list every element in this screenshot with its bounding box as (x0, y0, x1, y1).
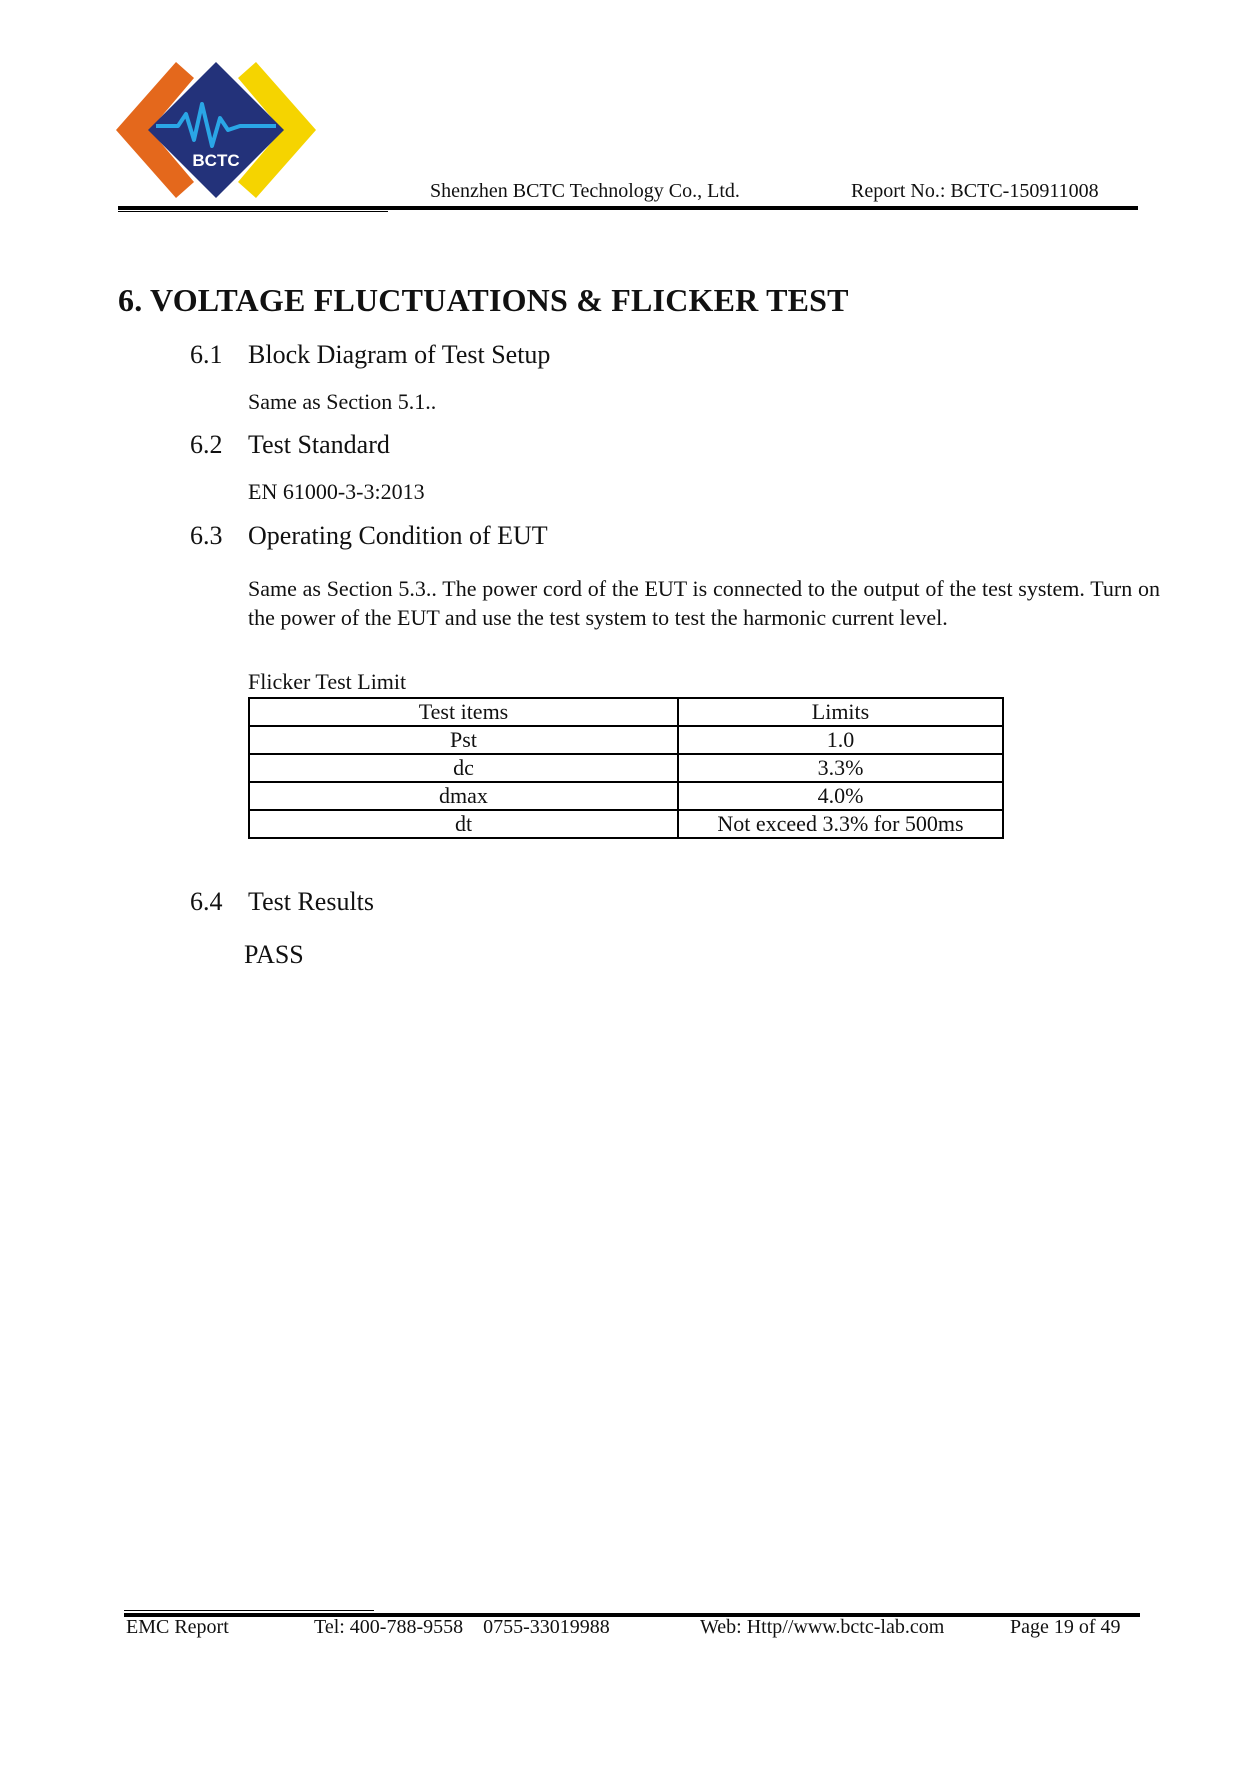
section-6-4-heading (190, 887, 374, 917)
header-company: Shenzhen BCTC Technology Co., Ltd. (430, 180, 740, 202)
section-number: 6.2 (190, 430, 223, 459)
limit-cell: 4.0% (678, 782, 1003, 810)
bctc-logo (116, 60, 316, 202)
column-header: Test items (249, 698, 678, 726)
footer-report-type: EMC Report (126, 1616, 229, 1638)
section-6-3-heading (190, 521, 548, 551)
flicker-limit-table (248, 697, 1004, 839)
test-item-cell: dt (249, 810, 678, 838)
footer-rule (124, 1613, 1140, 1617)
test-item-cell: Pst (249, 726, 678, 754)
section-title: Block Diagram of Test Setup (248, 340, 551, 369)
section-number: 6.1 (190, 340, 223, 369)
section-6-3-text: Same as Section 5.3.. The power cord of the EUT is connected to the output of the test system. Turn on the power of the EUT and use the test system to test the harmonic current level. (248, 576, 1160, 630)
limit-cell: 1.0 (678, 726, 1003, 754)
test-item-cell: dmax (249, 782, 678, 810)
footer-web: Web: Http//www.bctc-lab.com (700, 1616, 945, 1638)
table-row (249, 754, 1003, 782)
section-6-2-heading (190, 430, 390, 460)
footer-page-number: Page 19 of 49 (1010, 1616, 1121, 1638)
section-6-2-text: EN 61000-3-3:2013 (248, 479, 425, 504)
table-row (249, 810, 1003, 838)
section-6-1-text: Same as Section 5.1.. (248, 389, 437, 414)
section-title: Test Standard (248, 430, 390, 459)
test-item-cell: dc (249, 754, 678, 782)
test-result: PASS (244, 940, 304, 969)
section-title: Operating Condition of EUT (248, 521, 548, 550)
limit-cell: Not exceed 3.3% for 500ms (678, 810, 1003, 838)
header-rule (118, 206, 1138, 210)
table-caption: Flicker Test Limit (248, 669, 407, 694)
header-rule-thin (118, 211, 388, 212)
section-number: 6.4 (190, 887, 223, 916)
table-header-row (249, 698, 1003, 726)
logo-text: BCTC (192, 151, 240, 170)
section-6-1-heading (190, 340, 550, 370)
footer-tel: Tel: 400-788-9558 0755-33019988 (314, 1616, 610, 1638)
table-row (249, 726, 1003, 754)
section-title: Test Results (248, 887, 375, 916)
limit-cell: 3.3% (678, 754, 1003, 782)
column-header: Limits (678, 698, 1003, 726)
table-row (249, 782, 1003, 810)
header-report-no: Report No.: BCTC-150911008 (851, 180, 1099, 202)
section-number: 6.3 (190, 521, 223, 550)
footer-rule-thin (124, 1610, 374, 1611)
page-title: 6. VOLTAGE FLUCTUATIONS & FLICKER TEST (118, 282, 849, 318)
